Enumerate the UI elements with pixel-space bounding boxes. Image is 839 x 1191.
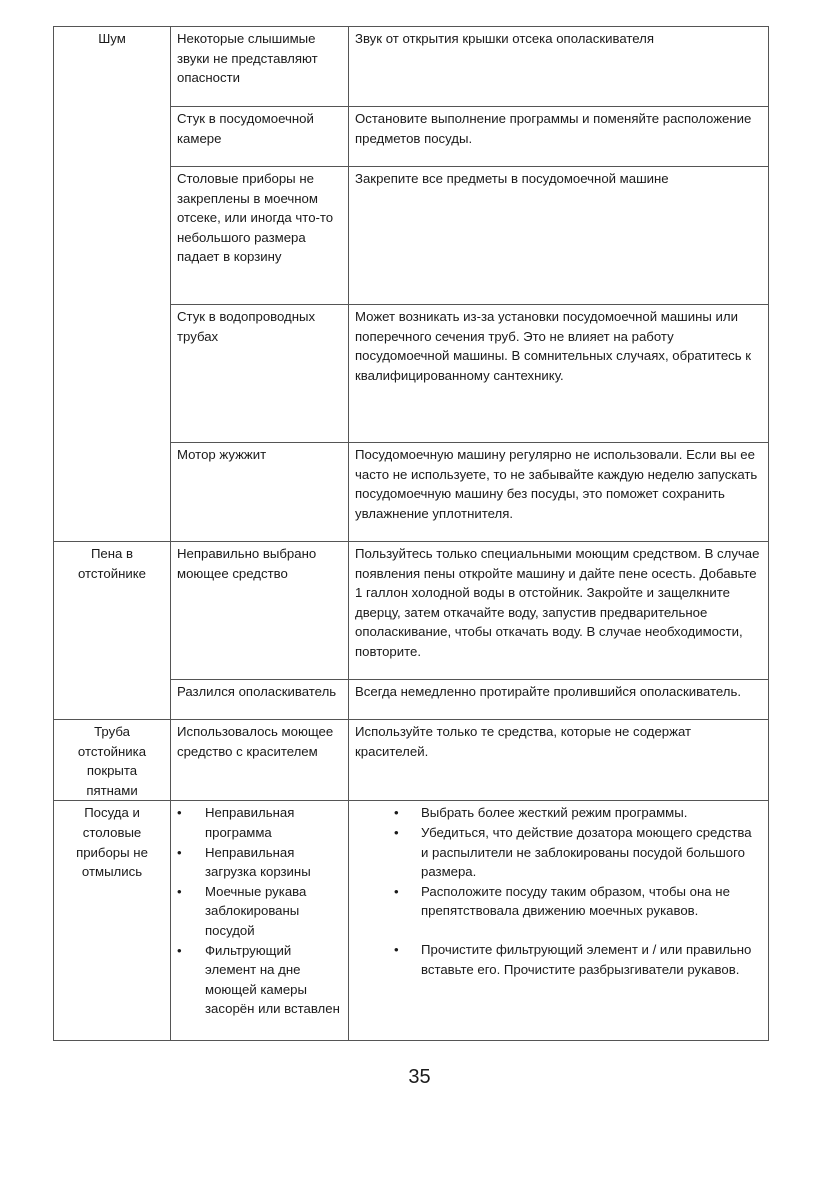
table-row — [54, 801, 769, 1041]
list-item: • Выбрать более жесткий режим программы. — [355, 803, 762, 823]
solution-cell — [349, 305, 769, 443]
solution-list — [355, 803, 762, 979]
solution-cell — [349, 443, 769, 542]
cause-text: Стук в посудомоечной камере — [177, 111, 314, 146]
cause-cell — [171, 680, 349, 720]
cause-text: Столовые приборы не закреплены в моечном отсеке, или иногда что-то небольшого размера падает в корзину — [177, 171, 334, 265]
solution-text: Посудомоечную машину регулярно не использовали. Если вы ее часто не используете, то не забывайте каждую неделю запускать посудомоечную машину без посуды, это поможет сохранить увлажнение уплотнителя. — [355, 447, 758, 521]
problem-cell-not-clean — [54, 801, 171, 1041]
cause-cell — [171, 542, 349, 680]
problem-text: Шум — [98, 31, 126, 46]
cause-text: Разлился ополаскиватель — [177, 684, 337, 699]
table-row — [54, 542, 769, 680]
list-item: • Расположите посуду таким образом, чтобы она не препятствовала движению моечных рукавов. — [355, 882, 762, 921]
solution-cell — [349, 107, 769, 167]
solution-cell — [349, 167, 769, 305]
solution-text: Закрепите все предметы в посудомоечной машине — [355, 171, 669, 186]
problem-cell-foam — [54, 542, 171, 720]
problem-text: Труба отстойника покрыта пятнами — [77, 724, 147, 798]
cause-text: Некоторые слышимые звуки не представляют опасности — [177, 31, 318, 86]
problem-text: Пена в отстойнике — [77, 546, 147, 581]
solution-text: Звук от открытия крышки отсека ополаскивателя — [355, 31, 655, 46]
problem-cell-stains — [54, 720, 171, 801]
table-row — [54, 27, 769, 107]
cause-cell — [171, 305, 349, 443]
cause-cell — [171, 443, 349, 542]
cause-list — [177, 803, 342, 1019]
cause-text: Использовалось моющее средство с красителем — [177, 724, 334, 759]
troubleshooting-table — [53, 26, 769, 1041]
solution-cell — [349, 27, 769, 107]
list-item: • Неправильная загрузка корзины — [177, 843, 342, 882]
table-row — [54, 720, 769, 801]
page-number: 35 — [408, 1066, 431, 1088]
solution-text: Пользуйтесь только специальными моющим средством. В случае появления пены откройте машину и дайте пене осесть. Добавьте 1 галлон холодной воды в отстойник. Закройте и защелкните дверцу, затем откачайте воду, запустив предварительное ополаскивание, чтобы откачать воду. В случае необходимости, повторите. — [355, 546, 760, 659]
solution-text: Остановите выполнение программы и поменяйте расположение предметов посуды. — [355, 111, 752, 146]
list-item: • Убедиться, что действие дозатора моющего средства и распылители не заблокированы посудой большого размера. — [355, 823, 762, 882]
list-item: • Фильтрующий элемент на дне моющей камеры засорён или вставлен — [177, 941, 342, 1019]
cause-cell — [171, 720, 349, 801]
solution-text: Может возникать из-за установки посудомоечной машины или поперечного сечения труб. Это не влияет на работу посудомоечной машины. В сомнительных случаях, обратитесь к квалифицированному сантехнику. — [355, 309, 752, 383]
cause-text: Мотор жужжит — [177, 447, 267, 462]
problem-text: Посуда и столовые приборы не отмылись — [76, 805, 148, 880]
cause-text: Неправильно выбрано моющее средство — [177, 546, 317, 581]
cause-cell — [171, 107, 349, 167]
list-item: • Неправильная программа — [177, 803, 342, 842]
solution-cell — [349, 720, 769, 801]
solution-cell — [349, 542, 769, 680]
solution-text: Используйте только те средства, которые не содержат красителей. — [355, 724, 692, 759]
solution-cell — [349, 680, 769, 720]
cause-cell — [171, 27, 349, 107]
solution-cell — [349, 801, 769, 1041]
solution-text: Всегда немедленно протирайте пролившийся ополаскиватель. — [355, 684, 741, 699]
cause-text: Стук в водопроводных трубах — [177, 309, 316, 344]
list-item: • Моечные рукава заблокированы посудой — [177, 882, 342, 941]
problem-cell-noise — [54, 27, 171, 542]
list-item: • Прочистите фильтрующий элемент и / или правильно вставьте его. Прочистите разбрызгиватели рукавов. — [355, 940, 762, 979]
cause-cell — [171, 167, 349, 305]
cause-cell — [171, 801, 349, 1041]
